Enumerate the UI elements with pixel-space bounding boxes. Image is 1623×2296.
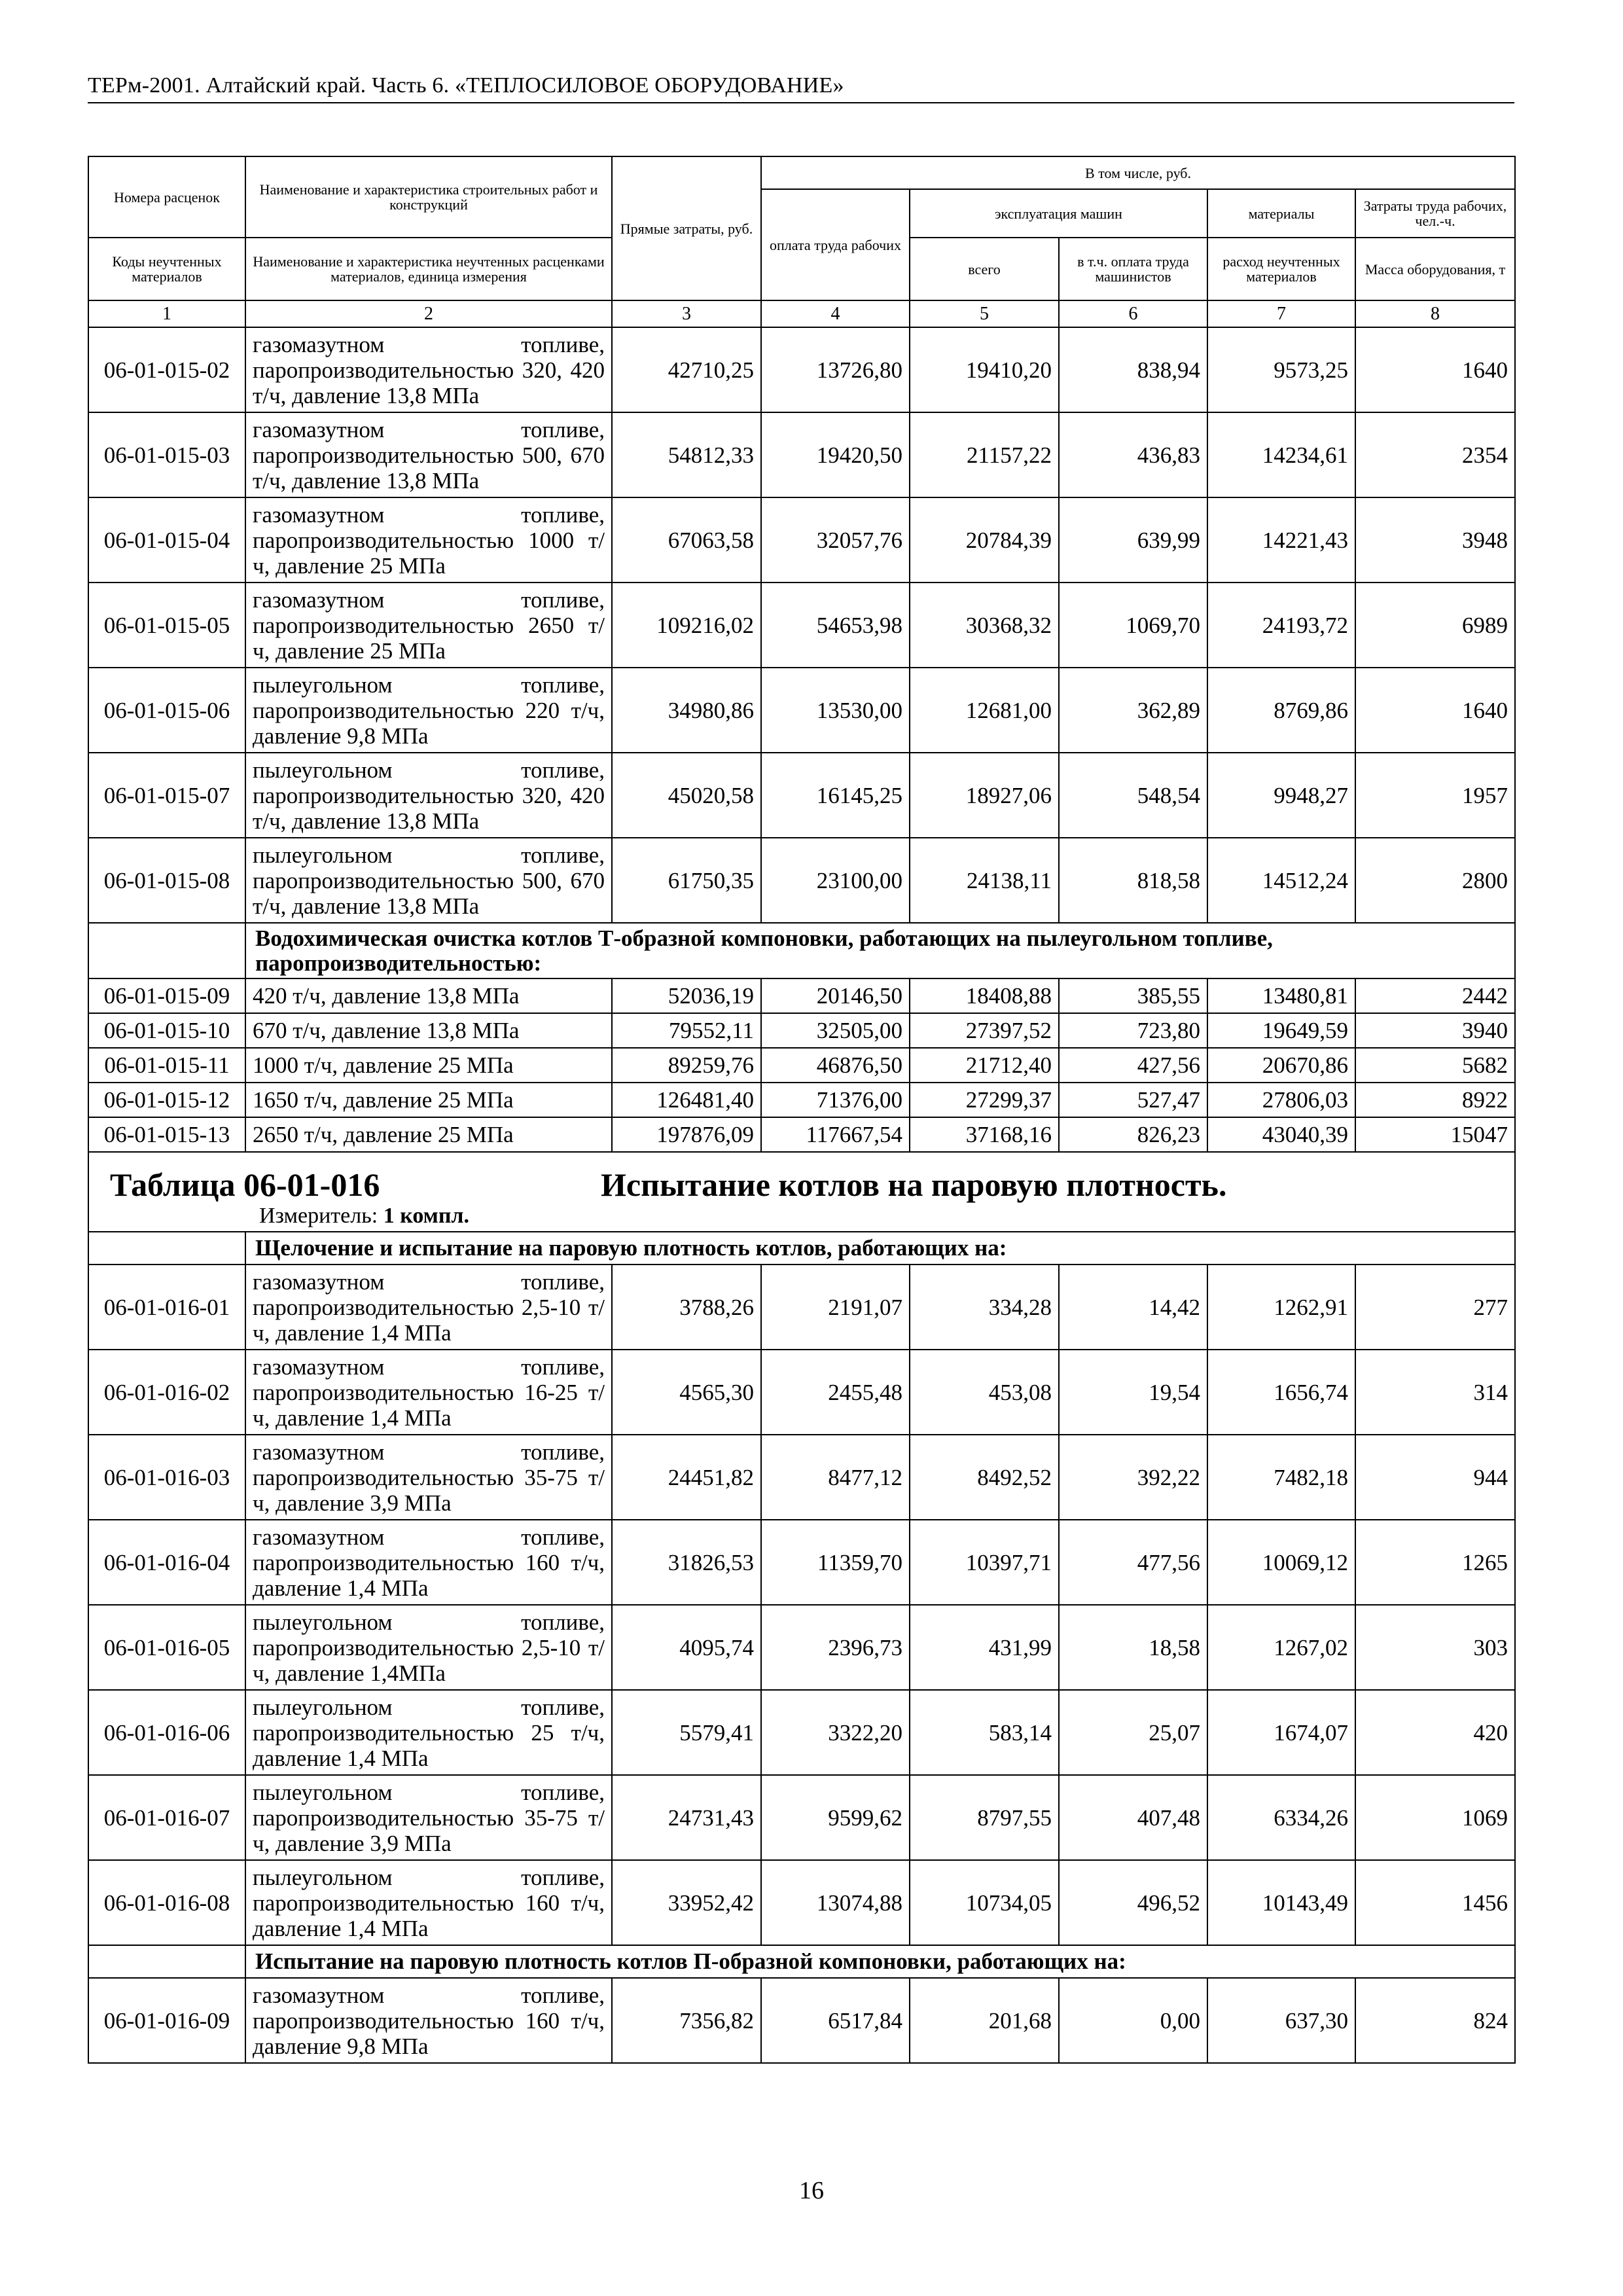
direct-costs-value: 45020,58 xyxy=(612,753,761,838)
machine-total-value: 8492,52 xyxy=(910,1435,1059,1520)
labor-value: 2800 xyxy=(1355,838,1515,923)
rate-code: 06-01-015-03 xyxy=(88,412,245,497)
machine-total-value: 27299,37 xyxy=(910,1083,1059,1117)
materials-value: 9573,25 xyxy=(1207,327,1355,412)
materials-value: 1656,74 xyxy=(1207,1350,1355,1435)
labor-value: 824 xyxy=(1355,1978,1515,2063)
materials-value: 14234,61 xyxy=(1207,412,1355,497)
operators-pay-value: 14,42 xyxy=(1059,1265,1207,1350)
labor-value: 2442 xyxy=(1355,978,1515,1013)
direct-costs-value: 126481,40 xyxy=(612,1083,761,1117)
rate-code: 06-01-015-12 xyxy=(88,1083,245,1117)
rate-code: 06-01-016-06 xyxy=(88,1690,245,1775)
labor-value: 420 xyxy=(1355,1690,1515,1775)
workers-pay-value: 16145,25 xyxy=(761,753,910,838)
machine-total-value: 18408,88 xyxy=(910,978,1059,1013)
work-description: пылеугольном топливе, паропроизводительностью 160 т/ч, давление 1,4 МПа xyxy=(245,1860,612,1945)
materials-value: 10069,12 xyxy=(1207,1520,1355,1605)
workers-pay-value: 32505,00 xyxy=(761,1013,910,1048)
table-row xyxy=(88,978,1515,1013)
labor-value: 303 xyxy=(1355,1605,1515,1690)
rate-code: 06-01-015-06 xyxy=(88,668,245,753)
table-row xyxy=(88,1775,1515,1860)
work-description: пылеугольном топливе, паропроизводительностью 220 т/ч, давление 9,8 МПа xyxy=(245,668,612,753)
operators-pay-value: 723,80 xyxy=(1059,1013,1207,1048)
operators-pay-value: 392,22 xyxy=(1059,1435,1207,1520)
operators-pay-value: 362,89 xyxy=(1059,668,1207,753)
work-description: газомазутном топливе, паропроизводительностью 160 т/ч, давление 1,4 МПа xyxy=(245,1520,612,1605)
table-row xyxy=(88,1520,1515,1605)
direct-costs-value: 4095,74 xyxy=(612,1605,761,1690)
labor-value: 277 xyxy=(1355,1265,1515,1350)
direct-costs-value: 52036,19 xyxy=(612,978,761,1013)
machine-total-value: 431,99 xyxy=(910,1605,1059,1690)
materials-value: 14221,43 xyxy=(1207,497,1355,583)
rate-code: 06-01-016-04 xyxy=(88,1520,245,1605)
machine-total-value: 334,28 xyxy=(910,1265,1059,1350)
direct-costs-value: 79552,11 xyxy=(612,1013,761,1048)
direct-costs-value: 33952,42 xyxy=(612,1860,761,1945)
rate-code: 06-01-015-08 xyxy=(88,838,245,923)
work-description: газомазутном топливе, паропроизводительностью 1000 т/ч, давление 25 МПа xyxy=(245,497,612,583)
labor-value: 8922 xyxy=(1355,1083,1515,1117)
operators-pay-value: 436,83 xyxy=(1059,412,1207,497)
labor-value: 1456 xyxy=(1355,1860,1515,1945)
table-row xyxy=(88,412,1515,497)
table-section-heading xyxy=(88,1152,1515,1232)
workers-pay-value: 46876,50 xyxy=(761,1048,910,1083)
labor-value: 15047 xyxy=(1355,1117,1515,1152)
col-header-material-names: Наименование и характеристика неучтенных расценками материалов, единица измерения xyxy=(245,238,612,300)
table-row xyxy=(88,1048,1515,1083)
table-row xyxy=(88,1117,1515,1152)
col-header-total: всего xyxy=(910,238,1059,300)
work-description: пылеугольном топливе, паропроизводительностью 35-75 т/ч, давление 3,9 МПа xyxy=(245,1775,612,1860)
col-header-direct-costs: Прямые затраты, руб. xyxy=(612,156,761,300)
group-row xyxy=(88,923,1515,978)
labor-value: 5682 xyxy=(1355,1048,1515,1083)
labor-value: 1957 xyxy=(1355,753,1515,838)
rate-code: 06-01-016-01 xyxy=(88,1265,245,1350)
work-description: газомазутном топливе, паропроизводительностью 16-25 т/ч, давление 1,4 МПа xyxy=(245,1350,612,1435)
rate-code: 06-01-015-04 xyxy=(88,497,245,583)
direct-costs-value: 42710,25 xyxy=(612,327,761,412)
workers-pay-value: 19420,50 xyxy=(761,412,910,497)
direct-costs-value: 31826,53 xyxy=(612,1520,761,1605)
table-number: Таблица 06-01-016 xyxy=(110,1166,380,1203)
work-description: газомазутном топливе, паропроизводительностью 320, 420 т/ч, давление 13,8 МПа xyxy=(245,327,612,412)
machine-total-value: 27397,52 xyxy=(910,1013,1059,1048)
rate-code: 06-01-015-13 xyxy=(88,1117,245,1152)
col-number: 8 xyxy=(1355,300,1515,327)
workers-pay-value: 117667,54 xyxy=(761,1117,910,1152)
materials-value: 1674,07 xyxy=(1207,1690,1355,1775)
workers-pay-value: 54653,98 xyxy=(761,583,910,668)
work-description: 420 т/ч, давление 13,8 МПа xyxy=(245,978,612,1013)
operators-pay-value: 25,07 xyxy=(1059,1690,1207,1775)
work-description: пылеугольном топливе, паропроизводительностью 2,5-10 т/ч, давление 1,4МПа xyxy=(245,1605,612,1690)
work-description: газомазутном топливе, паропроизводительностью 2650 т/ч, давление 25 МПа xyxy=(245,583,612,668)
direct-costs-value: 34980,86 xyxy=(612,668,761,753)
workers-pay-value: 2455,48 xyxy=(761,1350,910,1435)
work-description: газомазутном топливе, паропроизводительностью 160 т/ч, давление 9,8 МПа xyxy=(245,1978,612,2063)
table-row xyxy=(88,583,1515,668)
workers-pay-value: 11359,70 xyxy=(761,1520,910,1605)
rates-table xyxy=(88,156,1516,2064)
materials-value: 6334,26 xyxy=(1207,1775,1355,1860)
work-description: пылеугольном топливе, паропроизводительностью 500, 670 т/ч, давление 13,8 МПа xyxy=(245,838,612,923)
direct-costs-value: 3788,26 xyxy=(612,1265,761,1350)
workers-pay-value: 32057,76 xyxy=(761,497,910,583)
page-header xyxy=(88,73,1514,103)
rate-code: 06-01-016-07 xyxy=(88,1775,245,1860)
materials-value: 27806,03 xyxy=(1207,1083,1355,1117)
rate-code: 06-01-015-07 xyxy=(88,753,245,838)
col-header-materials: материалы xyxy=(1207,189,1355,238)
operators-pay-value: 477,56 xyxy=(1059,1520,1207,1605)
machine-total-value: 19410,20 xyxy=(910,327,1059,412)
materials-value: 9948,27 xyxy=(1207,753,1355,838)
col-header-workers-pay: оплата труда рабочих xyxy=(761,189,910,300)
table-row xyxy=(88,838,1515,923)
unit-value: 1 компл. xyxy=(383,1204,470,1228)
col-header-unaccounted-materials: расход неучтенных материалов xyxy=(1207,238,1355,300)
rate-code: 06-01-016-03 xyxy=(88,1435,245,1520)
group-row xyxy=(88,1945,1515,1978)
machine-total-value: 18927,06 xyxy=(910,753,1059,838)
col-header-rate-number: Номера расценок xyxy=(88,156,245,238)
workers-pay-value: 20146,50 xyxy=(761,978,910,1013)
materials-value: 20670,86 xyxy=(1207,1048,1355,1083)
materials-value: 10143,49 xyxy=(1207,1860,1355,1945)
labor-value: 1265 xyxy=(1355,1520,1515,1605)
col-number: 2 xyxy=(245,300,612,327)
work-description: газомазутном топливе, паропроизводительностью 500, 670 т/ч, давление 13,8 МПа xyxy=(245,412,612,497)
workers-pay-value: 3322,20 xyxy=(761,1690,910,1775)
workers-pay-value: 9599,62 xyxy=(761,1775,910,1860)
col-header-machine-operation: эксплуатация машин xyxy=(910,189,1207,238)
workers-pay-value: 8477,12 xyxy=(761,1435,910,1520)
rate-code: 06-01-015-10 xyxy=(88,1013,245,1048)
table-row xyxy=(88,668,1515,753)
table-row xyxy=(88,1350,1515,1435)
machine-total-value: 453,08 xyxy=(910,1350,1059,1435)
direct-costs-value: 67063,58 xyxy=(612,497,761,583)
materials-value: 19649,59 xyxy=(1207,1013,1355,1048)
operators-pay-value: 18,58 xyxy=(1059,1605,1207,1690)
direct-costs-value: 109216,02 xyxy=(612,583,761,668)
machine-total-value: 12681,00 xyxy=(910,668,1059,753)
machine-total-value: 30368,32 xyxy=(910,583,1059,668)
table-row xyxy=(88,327,1515,412)
col-header-material-codes: Коды неучтенных материалов xyxy=(88,238,245,300)
materials-value: 14512,24 xyxy=(1207,838,1355,923)
direct-costs-value: 24731,43 xyxy=(612,1775,761,1860)
machine-total-value: 201,68 xyxy=(910,1978,1059,2063)
table-row xyxy=(88,1435,1515,1520)
page-number: 16 xyxy=(799,2177,824,2204)
group-spacer xyxy=(88,923,245,978)
direct-costs-value: 24451,82 xyxy=(612,1435,761,1520)
operators-pay-value: 407,48 xyxy=(1059,1775,1207,1860)
rate-code: 06-01-016-08 xyxy=(88,1860,245,1945)
rate-code: 06-01-016-05 xyxy=(88,1605,245,1690)
work-description: газомазутном топливе, паропроизводительностью 35-75 т/ч, давление 3,9 МПа xyxy=(245,1435,612,1520)
work-description: газомазутном топливе, паропроизводительностью 2,5-10 т/ч, давление 1,4 МПа xyxy=(245,1265,612,1350)
table-row xyxy=(88,1265,1515,1350)
labor-value: 1069 xyxy=(1355,1775,1515,1860)
group-heading: Испытание на паровую плотность котлов П-образной компоновки, работающих на: xyxy=(245,1945,1515,1978)
direct-costs-value: 7356,82 xyxy=(612,1978,761,2063)
workers-pay-value: 23100,00 xyxy=(761,838,910,923)
work-description: 2650 т/ч, давление 25 МПа xyxy=(245,1117,612,1152)
machine-total-value: 24138,11 xyxy=(910,838,1059,923)
table-row xyxy=(88,1860,1515,1945)
direct-costs-value: 197876,09 xyxy=(612,1117,761,1152)
labor-value: 1640 xyxy=(1355,327,1515,412)
direct-costs-value: 54812,33 xyxy=(612,412,761,497)
workers-pay-value: 13530,00 xyxy=(761,668,910,753)
group-spacer xyxy=(88,1232,245,1265)
machine-total-value: 20784,39 xyxy=(910,497,1059,583)
col-header-work-name: Наименование и характеристика строительных работ и конструкций xyxy=(245,156,612,238)
col-header-including: В том числе, руб. xyxy=(761,156,1515,189)
col-header-labor: Затраты труда рабочих, чел.-ч. xyxy=(1355,189,1515,238)
materials-value: 24193,72 xyxy=(1207,583,1355,668)
workers-pay-value: 6517,84 xyxy=(761,1978,910,2063)
machine-total-value: 583,14 xyxy=(910,1690,1059,1775)
labor-value: 1640 xyxy=(1355,668,1515,753)
materials-value: 8769,86 xyxy=(1207,668,1355,753)
operators-pay-value: 548,54 xyxy=(1059,753,1207,838)
workers-pay-value: 2396,73 xyxy=(761,1605,910,1690)
table-row xyxy=(88,1083,1515,1117)
col-number: 5 xyxy=(910,300,1059,327)
operators-pay-value: 826,23 xyxy=(1059,1117,1207,1152)
table-row xyxy=(88,1013,1515,1048)
rate-code: 06-01-015-11 xyxy=(88,1048,245,1083)
labor-value: 3940 xyxy=(1355,1013,1515,1048)
labor-value: 2354 xyxy=(1355,412,1515,497)
materials-value: 1262,91 xyxy=(1207,1265,1355,1350)
machine-total-value: 10397,71 xyxy=(910,1520,1059,1605)
rate-code: 06-01-015-09 xyxy=(88,978,245,1013)
rate-code: 06-01-016-02 xyxy=(88,1350,245,1435)
operators-pay-value: 838,94 xyxy=(1059,327,1207,412)
table-title xyxy=(96,1153,1508,1203)
work-description: пылеугольном топливе, паропроизводительностью 25 т/ч, давление 1,4 МПа xyxy=(245,1690,612,1775)
labor-value: 314 xyxy=(1355,1350,1515,1435)
col-number: 7 xyxy=(1207,300,1355,327)
work-description: 670 т/ч, давление 13,8 МПа xyxy=(245,1013,612,1048)
work-description: 1650 т/ч, давление 25 МПа xyxy=(245,1083,612,1117)
direct-costs-value: 4565,30 xyxy=(612,1350,761,1435)
machine-total-value: 10734,05 xyxy=(910,1860,1059,1945)
table-row xyxy=(88,1690,1515,1775)
table-row xyxy=(88,1978,1515,2063)
machine-total-value: 21157,22 xyxy=(910,412,1059,497)
table-row xyxy=(88,497,1515,583)
unit-label: Измеритель: xyxy=(259,1204,378,1228)
operators-pay-value: 19,54 xyxy=(1059,1350,1207,1435)
col-number: 6 xyxy=(1059,300,1207,327)
machine-total-value: 37168,16 xyxy=(910,1117,1059,1152)
workers-pay-value: 2191,07 xyxy=(761,1265,910,1350)
materials-value: 1267,02 xyxy=(1207,1605,1355,1690)
operators-pay-value: 427,56 xyxy=(1059,1048,1207,1083)
table-caption: Испытание котлов на паровую плотность. xyxy=(601,1166,1227,1203)
table-row xyxy=(88,1605,1515,1690)
operators-pay-value: 527,47 xyxy=(1059,1083,1207,1117)
direct-costs-value: 89259,76 xyxy=(612,1048,761,1083)
document-title: ТЕРм-2001. Алтайский край. Часть 6. «ТЕПЛОСИЛОВОЕ ОБОРУДОВАНИЕ» xyxy=(88,73,844,98)
rate-code: 06-01-015-02 xyxy=(88,327,245,412)
rate-code: 06-01-015-05 xyxy=(88,583,245,668)
machine-total-value: 21712,40 xyxy=(910,1048,1059,1083)
table-heading-block xyxy=(88,1152,1515,1232)
group-heading: Щелочение и испытание на паровую плотность котлов, работающих на: xyxy=(245,1232,1515,1265)
operators-pay-value: 385,55 xyxy=(1059,978,1207,1013)
rate-code: 06-01-016-09 xyxy=(88,1978,245,2063)
labor-value: 3948 xyxy=(1355,497,1515,583)
operators-pay-value: 496,52 xyxy=(1059,1860,1207,1945)
operators-pay-value: 1069,70 xyxy=(1059,583,1207,668)
materials-value: 7482,18 xyxy=(1207,1435,1355,1520)
work-description: 1000 т/ч, давление 25 МПа xyxy=(245,1048,612,1083)
labor-value: 944 xyxy=(1355,1435,1515,1520)
col-number: 4 xyxy=(761,300,910,327)
labor-value: 6989 xyxy=(1355,583,1515,668)
group-row xyxy=(88,1232,1515,1265)
workers-pay-value: 13074,88 xyxy=(761,1860,910,1945)
materials-value: 13480,81 xyxy=(1207,978,1355,1013)
table-row xyxy=(88,753,1515,838)
materials-value: 43040,39 xyxy=(1207,1117,1355,1152)
col-number: 3 xyxy=(612,300,761,327)
group-heading: Водохимическая очистка котлов Т-образной компоновки, работающих на пылеугольном топливе, паропроизводительностью: xyxy=(245,923,1515,978)
workers-pay-value: 13726,80 xyxy=(761,327,910,412)
direct-costs-value: 5579,41 xyxy=(612,1690,761,1775)
group-spacer xyxy=(88,1945,245,1978)
workers-pay-value: 71376,00 xyxy=(761,1083,910,1117)
col-header-equipment-mass: Масса оборудования, т xyxy=(1355,238,1515,300)
operators-pay-value: 818,58 xyxy=(1059,838,1207,923)
operators-pay-value: 0,00 xyxy=(1059,1978,1207,2063)
col-number: 1 xyxy=(88,300,245,327)
materials-value: 637,30 xyxy=(1207,1978,1355,2063)
col-header-operators-pay: в т.ч. оплата труда машинистов xyxy=(1059,238,1207,300)
operators-pay-value: 639,99 xyxy=(1059,497,1207,583)
work-description: пылеугольном топливе, паропроизводительностью 320, 420 т/ч, давление 13,8 МПа xyxy=(245,753,612,838)
machine-total-value: 8797,55 xyxy=(910,1775,1059,1860)
direct-costs-value: 61750,35 xyxy=(612,838,761,923)
